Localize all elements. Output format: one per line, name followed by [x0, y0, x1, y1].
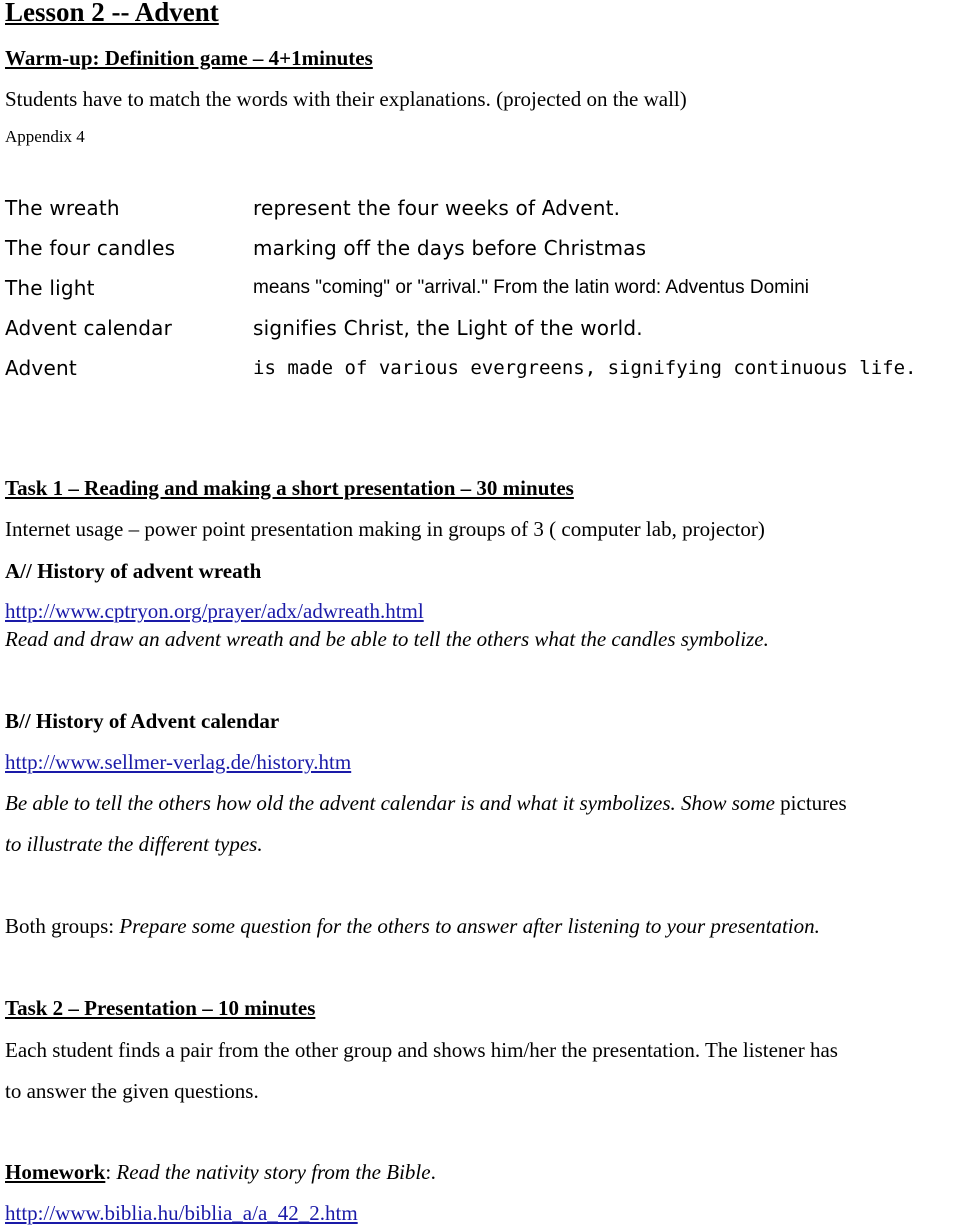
homework-text: Read the nativity story from the Bible: [116, 1160, 431, 1184]
task2-line2: to answer the given questions.: [5, 1079, 259, 1103]
homework-colon: :: [105, 1160, 117, 1184]
homework-link[interactable]: http://www.biblia.hu/biblia_a/a_42_2.htm: [5, 1201, 358, 1225]
homework-period: .: [430, 1160, 436, 1184]
appendix-label: Appendix 4: [5, 127, 85, 146]
both-groups-text: Prepare some question for the others to answer after listening to your presentation.: [119, 914, 820, 938]
page-title: Lesson 2 -- Advent: [5, 0, 219, 27]
explanation-item: is made of various evergreens, signifying continuous life.: [253, 357, 917, 379]
task1-a-heading: A// History of advent wreath: [5, 559, 262, 583]
task1-intro: Internet usage – power point presentation making in groups of 3 ( computer lab, projector): [5, 517, 765, 541]
term-item: The light: [5, 276, 95, 300]
warmup-instruction: Students have to match the words with their explanations. (projected on the wall): [5, 87, 687, 111]
explanation-item: means "coming" or "arrival." From the latin word: Adventus Domini: [253, 277, 810, 298]
explanation-item: represent the four weeks of Advent.: [253, 196, 621, 220]
task1-a-link[interactable]: http://www.cptryon.org/prayer/adx/adwreath.html: [5, 599, 424, 623]
term-item: The wreath: [5, 196, 120, 220]
term-item: The four candles: [5, 236, 176, 260]
task1-a-instruction: Read and draw an advent wreath and be able to tell the others what the candles symbolize.: [5, 627, 769, 651]
task1-b-instruction-line2: to illustrate the different types.: [5, 832, 263, 856]
term-item: Advent calendar: [5, 316, 173, 340]
homework-line: [5, 1160, 436, 1185]
task1-heading: Task 1 – Reading and making a short presentation – 30 minutes: [5, 476, 574, 500]
task1-b-heading: B// History of Advent calendar: [5, 709, 280, 733]
explanation-item: signifies Christ, the Light of the world.: [253, 316, 643, 340]
both-groups-label: Both groups:: [5, 914, 120, 938]
task1-b-instruction-roman: pictures: [774, 791, 847, 815]
task1-b-instruction-italic: Be able to tell the others how old the advent calendar is and what it symbolizes. Show some: [5, 791, 775, 815]
explanation-item: marking off the days before Christmas: [253, 236, 647, 260]
homework-label: Homework: [5, 1160, 106, 1184]
warmup-heading: Warm-up: Definition game – 4+1minutes: [5, 46, 373, 70]
task1-b-link[interactable]: http://www.sellmer-verlag.de/history.htm: [5, 750, 352, 774]
task2-heading: Task 2 – Presentation – 10 minutes: [5, 996, 316, 1020]
term-item: Advent: [5, 356, 77, 380]
task1-b-instruction: [5, 791, 847, 816]
both-groups-note: [5, 914, 820, 939]
task2-line1: Each student finds a pair from the other group and shows him/her the presentation. The listener has: [5, 1038, 838, 1062]
